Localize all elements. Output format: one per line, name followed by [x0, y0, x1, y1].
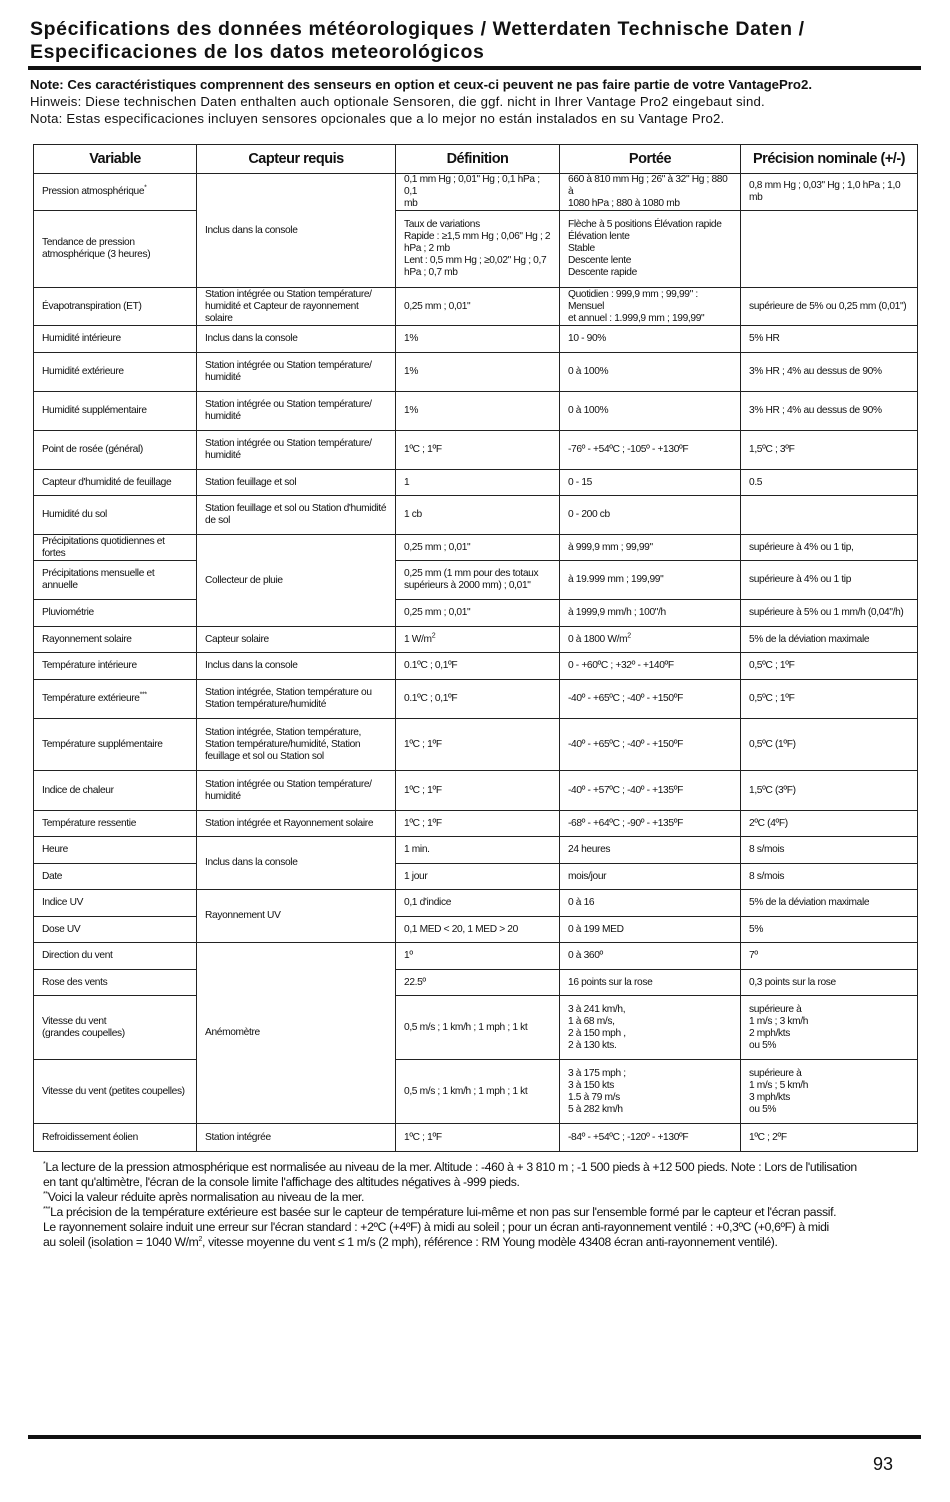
range-cell: 0 à 16	[560, 890, 741, 917]
range-cell: 0 à 100%	[560, 353, 741, 392]
note-es: Nota: Estas especificaciones incluyen sensores opcionales que a lo mejor no están instalados en su Vantage Pro2.	[30, 111, 725, 126]
table-row	[34, 811, 918, 837]
variable-cell: Pression atmosphérique*	[34, 174, 197, 211]
sensor-cell: Inclus dans la console	[197, 326, 396, 353]
variable-cell: Vitesse du vent (grandes coupelles)	[34, 996, 197, 1060]
title-line-1: Spécifications des données météorologiques / Wetterdaten Technische Daten /	[30, 18, 805, 40]
variable-cell: Humidité supplémentaire	[34, 392, 197, 431]
sensor-cell: Station feuillage et sol	[197, 470, 396, 496]
table-row	[34, 1124, 918, 1152]
range-cell: -68º - +64ºC ; -90º - +135ºF	[560, 811, 741, 837]
accuracy-cell: 0,5ºC ; 1ºF	[741, 680, 918, 719]
specifications-table	[33, 144, 918, 1152]
sensor-cell: Station feuillage et sol ou Station d'humidité de sol	[197, 496, 396, 535]
variable-cell: Dose UV	[34, 917, 197, 943]
range-cell: -40º - +65ºC ; -40º - +150ºF	[560, 680, 741, 719]
note-de: Hinweis: Diese technischen Daten enthalten auch optionale Sensoren, die ggf. nicht in Ihrer Vantage Pro2 eingebaut sind.	[30, 94, 765, 109]
accuracy-cell: supérieure de 5% ou 0,25 mm (0,01")	[741, 288, 918, 326]
range-cell: 660 à 810 mm Hg ; 26" à 32" Hg ; 880 à 1080 hPa ; 880 à 1080 mb	[560, 174, 741, 211]
table-row	[34, 561, 918, 600]
definition-cell: 0,25 mm ; 0,01"	[396, 535, 560, 561]
accuracy-cell: 5% de la déviation maximale	[741, 890, 918, 917]
accuracy-cell: 0,5ºC ; 1ºF	[741, 653, 918, 680]
range-cell: 0 - 200 cb	[560, 496, 741, 535]
header-range: Portée	[560, 145, 741, 174]
definition-cell: 1ºC ; 1ºF	[396, 811, 560, 837]
variable-cell: Humidité du sol	[34, 496, 197, 535]
table-row	[34, 600, 918, 627]
definition-cell: 1	[396, 470, 560, 496]
sensor-cell: Station intégrée ou Station température/ humidité	[197, 431, 396, 470]
table-row	[34, 431, 918, 470]
table-row	[34, 392, 918, 431]
sensor-cell: Station intégrée, Station température, Station température/humidité, Station feuillage et sol ou Station sol	[197, 719, 396, 771]
definition-cell: 0,25 mm (1 mm pour des totaux supérieurs à 2000 mm) ; 0,01"	[396, 561, 560, 600]
header-variable: Variable	[34, 145, 197, 174]
sensor-cell: Station intégrée ou Station température/ humidité	[197, 771, 396, 811]
definition-cell: 22.5º	[396, 970, 560, 996]
sensor-cell: Station intégrée et Rayonnement solaire	[197, 811, 396, 837]
definition-cell: Taux de variations Rapide : ≥1,5 mm Hg ; 0,06" Hg ; 2 hPa ; 2 mb Lent : 0,5 mm Hg ; ≥0,02" Hg ; 0,7 hPa ; 0,7 mb	[396, 211, 560, 288]
variable-cell: Précipitations quotidiennes et fortes	[34, 535, 197, 561]
accuracy-cell: 0,5ºC (1ºF)	[741, 719, 918, 771]
variable-cell: Température ressentie	[34, 811, 197, 837]
accuracy-cell	[741, 211, 918, 288]
variable-cell: Direction du vent	[34, 943, 197, 970]
range-cell: Quotidien : 999,9 mm ; 99,99" : Mensuel et annuel : 1.999,9 mm ; 199,99"	[560, 288, 741, 326]
footnote-1: *La lecture de la pression atmosphérique est normalisée au niveau de la mer. Altitude : -460 à + 3 810 m ; -1 500 pieds à +12 500 pieds. Note : Lors de l'utilisation	[43, 1160, 857, 1174]
table-header-row	[34, 145, 918, 174]
page-number: 93	[873, 1454, 894, 1474]
table-row	[34, 174, 918, 211]
footnote-3-end: au soleil (isolation = 1040 $W/m^2$, vitesse moyenne du vent ≤ 1 m/s (2 mph), référence : RM Young modèle 43408 écran anti-rayonnement ventilé).	[43, 1235, 778, 1249]
range-cell: 0 - 15	[560, 470, 741, 496]
definition-cell: 1 $W/m^2$	[396, 627, 560, 653]
range-cell: 3 à 241 km/h, 1 à 68 m/s, 2 à 150 mph , 2 à 130 kts.	[560, 996, 741, 1060]
range-cell: 16 points sur la rose	[560, 970, 741, 996]
variable-cell: Heure	[34, 837, 197, 864]
table-row	[34, 864, 918, 890]
sensor-cell: Inclus dans la console	[197, 837, 396, 890]
variable-cell: Température supplémentaire	[34, 719, 197, 771]
accuracy-cell: 0,3 points sur la rose	[741, 970, 918, 996]
accuracy-cell: 1ºC ; 2ºF	[741, 1124, 918, 1152]
variable-cell: Évapotranspiration (ET)	[34, 288, 197, 326]
range-cell: à 999,9 mm ; 99,99"	[560, 535, 741, 561]
variable-cell: Température intérieure	[34, 653, 197, 680]
definition-cell: 1 min.	[396, 837, 560, 864]
variable-cell: Refroidissement éolien	[34, 1124, 197, 1152]
accuracy-cell: 8 s/mois	[741, 864, 918, 890]
table-row	[34, 326, 918, 353]
definition-cell: 1º	[396, 943, 560, 970]
definition-cell: 1ºC ; 1ºF	[396, 719, 560, 771]
accuracy-cell: 5% de la déviation maximale	[741, 627, 918, 653]
table-row	[34, 970, 918, 996]
accuracy-cell: 2ºC (4ºF)	[741, 811, 918, 837]
footnote-3-cont: Le rayonnement solaire induit une erreur sur l'écran standard : +2ºC (+4ºF) à midi au soleil ; pour un écran anti-rayonnement ventilé : +0,3ºC (+0,6ºF) à midi	[43, 1220, 829, 1234]
note-fr: Note: Ces caractéristiques comprennent des senseurs en option et ceux-ci peuvent ne pas faire partie de votre VantagePro2.	[30, 77, 812, 92]
definition-cell: 0,1 d'indice	[396, 890, 560, 917]
range-cell: 3 à 175 mph ; 3 à 150 kts 1.5 à 79 m/s 5 à 282 km/h	[560, 1060, 741, 1124]
definition-cell: 0.1ºC ; 0,1ºF	[396, 653, 560, 680]
range-cell: Flèche à 5 positions Élévation rapide Élévation lente Stable Descente lente Descente rapide	[560, 211, 741, 288]
range-cell: 0 à 100%	[560, 392, 741, 431]
table-row	[34, 917, 918, 943]
accuracy-cell: 1,5ºC (3ºF)	[741, 771, 918, 811]
accuracy-cell: 1,5ºC ; 3ºF	[741, 431, 918, 470]
sensor-cell: Station intégrée ou Station température/ humidité	[197, 392, 396, 431]
sensor-cell: Rayonnement UV	[197, 890, 396, 943]
variable-cell: Indice de chaleur	[34, 771, 197, 811]
definition-cell: 0,1 MED < 20, 1 MED > 20	[396, 917, 560, 943]
range-cell: à 19.999 mm ; 199,99"	[560, 561, 741, 600]
table-row	[34, 653, 918, 680]
accuracy-cell: 3% HR ; 4% au dessus de 90%	[741, 353, 918, 392]
variable-cell: Rayonnement solaire	[34, 627, 197, 653]
range-cell: 0 à 1800 $W/m^2$	[560, 627, 741, 653]
sensor-cell: Inclus dans la console	[197, 653, 396, 680]
variable-cell: Pluviométrie	[34, 600, 197, 627]
table-row	[34, 627, 918, 653]
table-row	[34, 771, 918, 811]
sensor-cell: Station intégrée, Station température ou Station température/humidité	[197, 680, 396, 719]
sensor-cell: Station intégrée ou Station température/ humidité	[197, 353, 396, 392]
accuracy-cell	[741, 496, 918, 535]
table-row	[34, 943, 918, 970]
footnote-1-cont: en tant qu'altimètre, l'écran de la console limite l'affichage des altitudes négatives à -999 pieds.	[43, 1175, 520, 1189]
accuracy-cell: 0.5	[741, 470, 918, 496]
accuracy-cell: supérieure à 4% ou 1 tip,	[741, 535, 918, 561]
accuracy-cell: 8 s/mois	[741, 837, 918, 864]
accuracy-cell: supérieure à 5% ou 1 mm/h (0,04"/h)	[741, 600, 918, 627]
table-row	[34, 680, 918, 719]
range-cell: -76º - +54ºC ; -105º - +130ºF	[560, 431, 741, 470]
variable-cell: Capteur d'humidité de feuillage	[34, 470, 197, 496]
variable-cell: Tendance de pression atmosphérique (3 heures)	[34, 211, 197, 288]
definition-cell: 1ºC ; 1ºF	[396, 771, 560, 811]
accuracy-cell: 0,8 mm Hg ; 0,03" Hg ; 1,0 hPa ; 1,0 mb	[741, 174, 918, 211]
accuracy-cell: 7º	[741, 943, 918, 970]
definition-cell: 1%	[396, 326, 560, 353]
accuracy-cell: 3% HR ; 4% au dessus de 90%	[741, 392, 918, 431]
accuracy-cell: supérieure à 1 m/s ; 5 km/h 3 mph/kts ou 5%	[741, 1060, 918, 1124]
definition-cell: 1 jour	[396, 864, 560, 890]
table-row	[34, 470, 918, 496]
variable-cell: Date	[34, 864, 197, 890]
definition-cell: 1ºC ; 1ºF	[396, 1124, 560, 1152]
top-divider	[28, 66, 921, 70]
range-cell: -40º - +57ºC ; -40º - +135ºF	[560, 771, 741, 811]
title-line-2: Especificaciones de los datos meteorológicos	[30, 41, 485, 63]
range-cell: -84º - +54ºC ; -120º - +130ºF	[560, 1124, 741, 1152]
notes-block	[30, 76, 935, 127]
header-accuracy: Précision nominale (+/-)	[741, 145, 918, 174]
table-row	[34, 890, 918, 917]
sensor-cell: Inclus dans la console	[197, 174, 396, 288]
table-row	[34, 353, 918, 392]
definition-cell: 0.1ºC ; 0,1ºF	[396, 680, 560, 719]
variable-cell: Précipitations mensuelle et annuelle	[34, 561, 197, 600]
range-cell: 24 heures	[560, 837, 741, 864]
range-cell: 0 - +60ºC ; +32º - +140ºF	[560, 653, 741, 680]
variable-cell: Humidité intérieure	[34, 326, 197, 353]
definition-cell: 0,5 m/s ; 1 km/h ; 1 mph ; 1 kt	[396, 996, 560, 1060]
variable-cell: Température extérieure***	[34, 680, 197, 719]
table-row	[34, 535, 918, 561]
accuracy-cell: supérieure à 1 m/s ; 3 km/h 2 mph/kts ou 5%	[741, 996, 918, 1060]
range-cell: -40º - +65ºC ; -40º - +150ºF	[560, 719, 741, 771]
definition-cell: 1%	[396, 353, 560, 392]
footnote-3: ***La précision de la température extérieure est basée sur le capteur de température lui-même et non pas sur l'ensemble formé par le capteur et l'écran passif.	[43, 1205, 837, 1219]
range-cell: à 1999,9 mm/h ; 100"/h	[560, 600, 741, 627]
footnote-2: **Voici la valeur réduite après normalisation au niveau de la mer.	[43, 1190, 365, 1204]
footnotes	[43, 1160, 923, 1250]
bottom-divider	[28, 1435, 921, 1439]
sensor-cell: Anémomètre	[197, 943, 396, 1124]
accuracy-cell: supérieure à 4% ou 1 tip	[741, 561, 918, 600]
table-row	[34, 211, 918, 288]
table-row	[34, 496, 918, 535]
table-row	[34, 719, 918, 771]
definition-cell: 1%	[396, 392, 560, 431]
range-cell: 10 - 90%	[560, 326, 741, 353]
sensor-cell: Station intégrée	[197, 1124, 396, 1152]
range-cell: 0 à 360º	[560, 943, 741, 970]
table-row	[34, 837, 918, 864]
range-cell: 0 à 199 MED	[560, 917, 741, 943]
variable-cell: Rose des vents	[34, 970, 197, 996]
variable-cell: Vitesse du vent (petites coupelles)	[34, 1060, 197, 1124]
table-row	[34, 288, 918, 326]
variable-cell: Humidité extérieure	[34, 353, 197, 392]
variable-cell: Point de rosée (général)	[34, 431, 197, 470]
accuracy-cell: 5% HR	[741, 326, 918, 353]
definition-cell: 0,25 mm ; 0,01"	[396, 288, 560, 326]
range-cell: mois/jour	[560, 864, 741, 890]
definition-cell: 0,25 mm ; 0,01"	[396, 600, 560, 627]
definition-cell: 0,1 mm Hg ; 0,01" Hg ; 0,1 hPa ; 0,1 mb	[396, 174, 560, 211]
page-title	[30, 18, 930, 64]
table-row	[34, 1060, 918, 1124]
sensor-cell: Capteur solaire	[197, 627, 396, 653]
header-sensor: Capteur requis	[197, 145, 396, 174]
header-definition: Définition	[396, 145, 560, 174]
definition-cell: 1 cb	[396, 496, 560, 535]
definition-cell: 1ºC ; 1ºF	[396, 431, 560, 470]
sensor-cell: Collecteur de pluie	[197, 535, 396, 627]
sensor-cell: Station intégrée ou Station température/ humidité et Capteur de rayonnement solaire	[197, 288, 396, 326]
table-row	[34, 996, 918, 1060]
variable-cell: Indice UV	[34, 890, 197, 917]
accuracy-cell: 5%	[741, 917, 918, 943]
definition-cell: 0,5 m/s ; 1 km/h ; 1 mph ; 1 kt	[396, 1060, 560, 1124]
